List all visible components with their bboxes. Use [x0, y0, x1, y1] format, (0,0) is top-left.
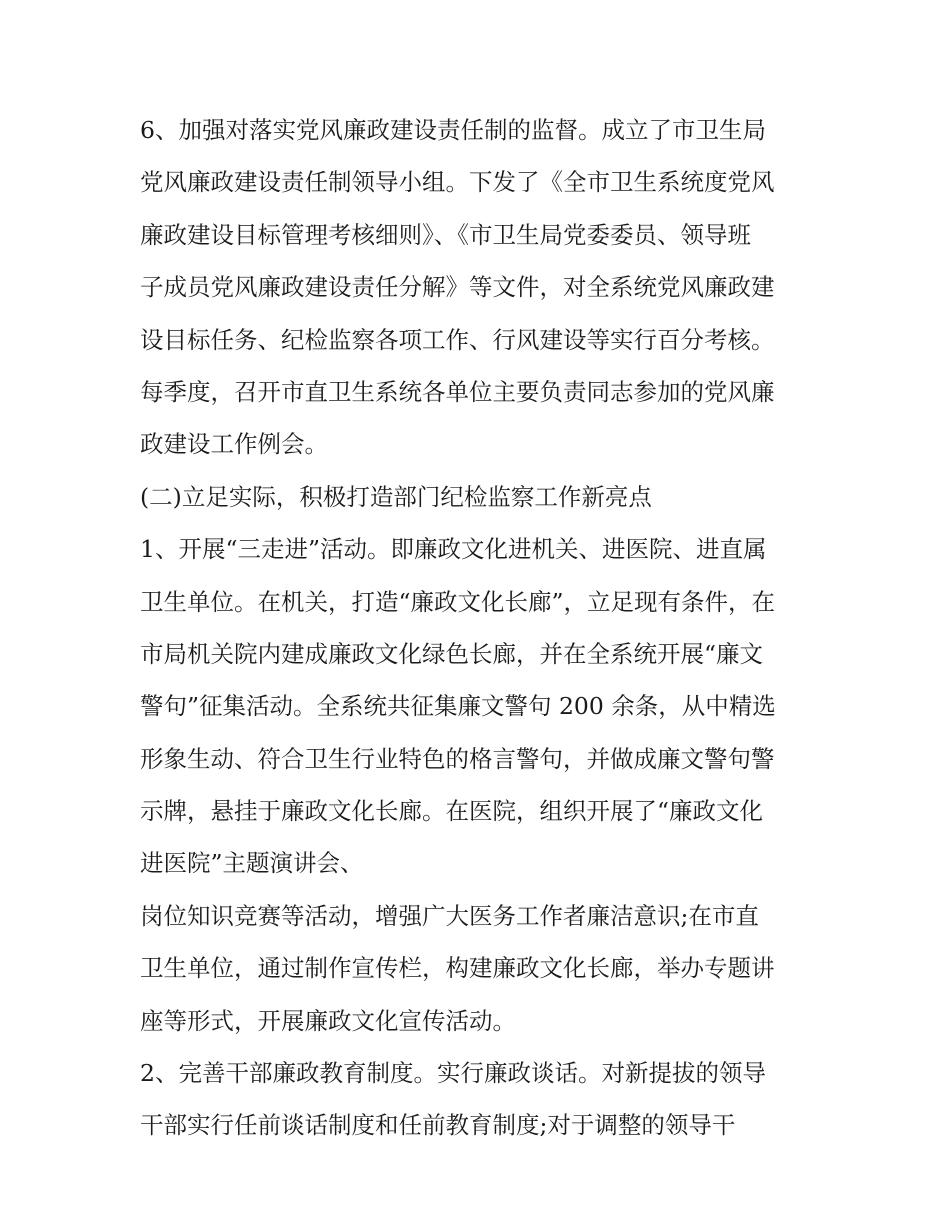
text-line: 政建设工作例会。 — [140, 430, 328, 459]
text-line: 警句”征集活动。全系统共征集廉文警句 200 余条，从中精选 — [140, 692, 776, 721]
text-line: 形象生动、符合卫生行业特色的格言警句，并做成廉文警句警 — [140, 744, 775, 773]
text-line: 干部实行任前谈话制度和任前教育制度;对于调整的领导干 — [140, 1111, 736, 1140]
text-line: 每季度，召开市直卫生系统各单位主要负责同志参加的党风廉 — [140, 377, 775, 406]
text-line: 示牌，悬挂于廉政文化长廊。在医院，组织开展了“廉政文化 — [140, 797, 764, 826]
text-line: 1、开展“三走进”活动。即廉政文化进机关、进医院、进直属 — [140, 535, 767, 564]
text-line: 6、加强对落实党风廉政建设责任制的监督。成立了市卫生局 — [140, 116, 766, 144]
text-line: 廉政建设目标管理考核细则》、《市卫生局党委委员、领导班 — [140, 220, 751, 249]
text-line: 子成员党风廉政建设责任分解》等文件，对全系统党风廉政建 — [140, 273, 775, 302]
text-line: 进医院”主题演讲会、 — [140, 849, 364, 878]
text-line: 设目标任务、纪检监察各项工作、行风建设等实行百分考核。 — [140, 325, 775, 354]
text-line: 2、完善干部廉政教育制度。实行廉政谈话。对新提拔的领导 — [140, 1059, 766, 1088]
text-line: 卫生单位。在机关，打造“廉政文化长廊”，立足现有条件，在 — [140, 587, 776, 616]
text-line: 市局机关院内建成廉政文化绿色长廊，并在全系统开展“廉文 — [140, 639, 764, 668]
text-line: 岗位知识竞赛等活动，增强广大医务工作者廉洁意识;在市直 — [140, 901, 759, 930]
document-body — [140, 109, 820, 1157]
text-line: 座等形式，开展廉政文化宣传活动。 — [140, 1006, 516, 1035]
section-heading: (二)立足实际，积极打造部门纪检监察工作新亮点 — [140, 482, 652, 511]
text-line: 党风廉政建设责任制领导小组。下发了《全市卫生系统度党风 — [140, 168, 775, 197]
text-line: 卫生单位，通过制作宣传栏，构建廉政文化长廊，举办专题讲 — [140, 954, 775, 983]
